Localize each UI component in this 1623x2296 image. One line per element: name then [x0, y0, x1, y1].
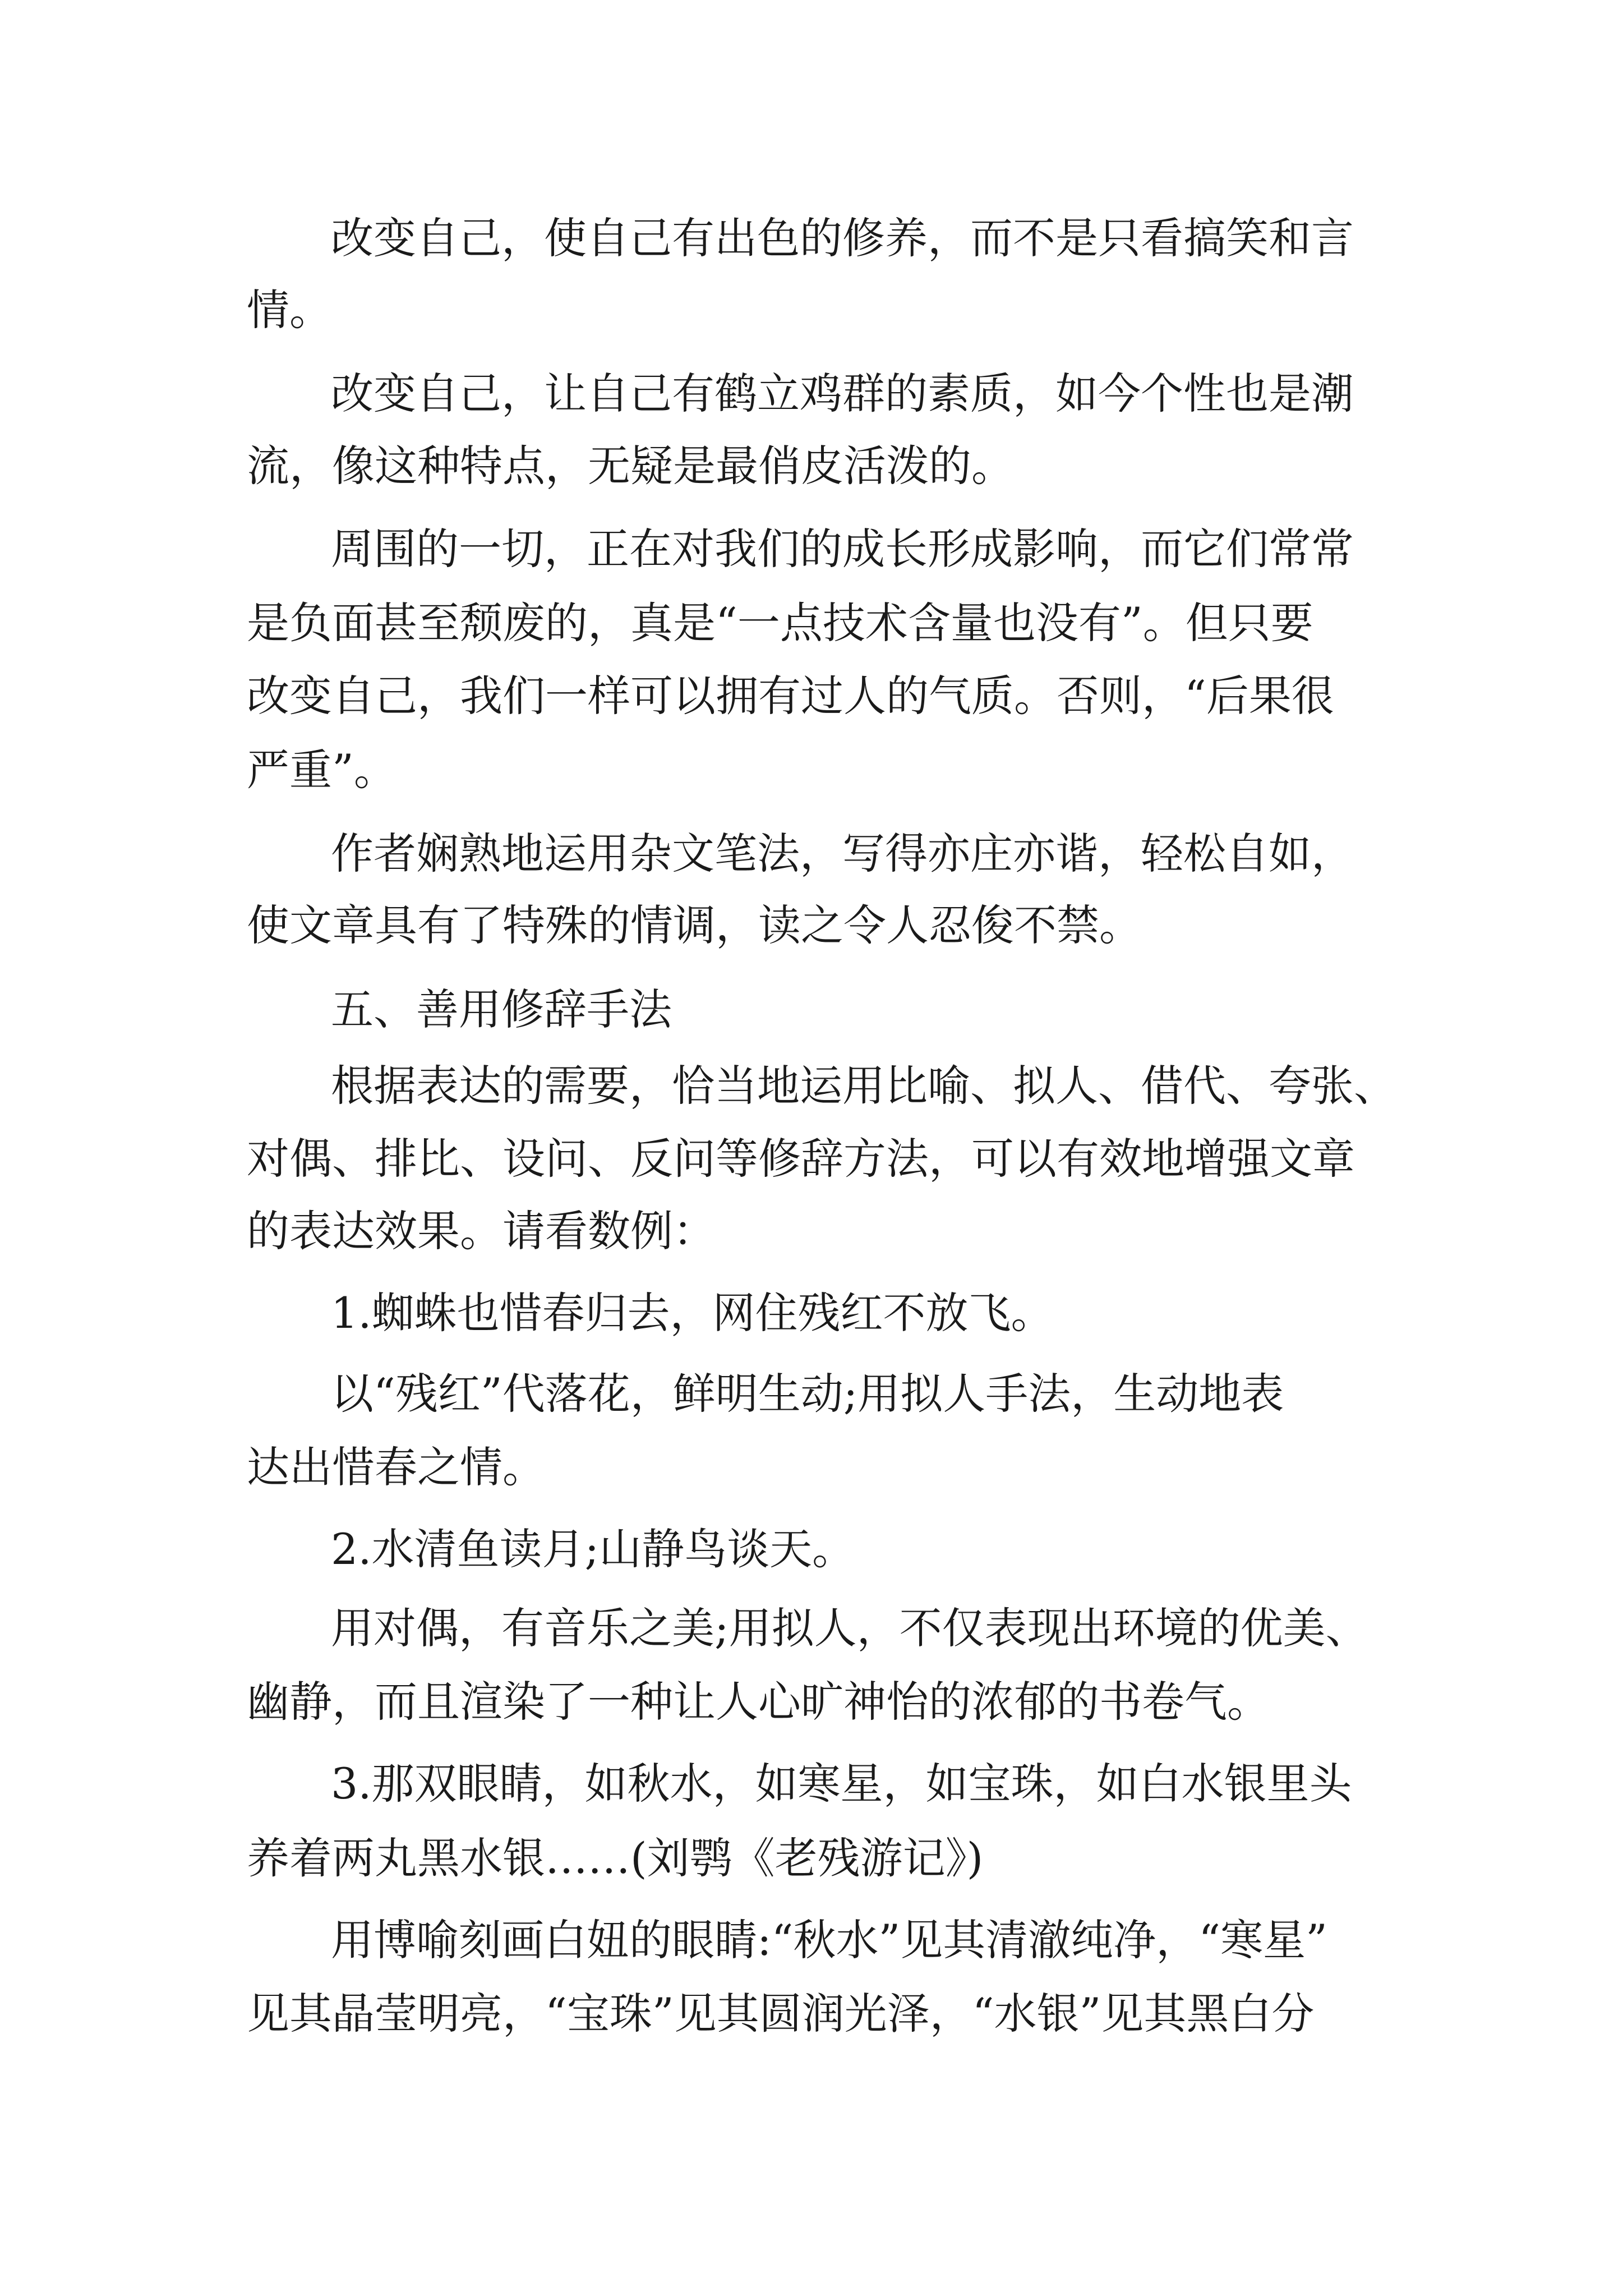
paragraph-line: 见其晶莹明亮，“宝珠”见其圆润光泽，“水银”见其黑白分	[247, 1989, 1315, 2039]
example-line: 2.水清鱼读月;山静鸟谈天。	[331, 1524, 855, 1574]
paragraph-line: 流，像这种特点，无疑是最俏皮活泼的。	[247, 441, 1014, 491]
paragraph-line: 用对偶，有音乐之美;用拟人，不仅表现出环境的优美、	[331, 1603, 1368, 1653]
paragraph-line: 达出惜春之情。	[247, 1442, 545, 1492]
paragraph-line: 改变自己，使自己有出色的修养，而不是只看搞笑和言	[331, 213, 1354, 263]
paragraph-line: 的表达效果。请看数例：	[247, 1206, 716, 1256]
paragraph-line: 使文章具有了特殊的情调，读之令人忍俊不禁。	[247, 900, 1142, 950]
example-line: 1.蜘蛛也惜春归去，网住残红不放飞。	[331, 1288, 1054, 1338]
paragraph-line: 是负面甚至颓废的，真是“一点技术含量也没有”。但只要	[247, 598, 1313, 648]
paragraph-line: 对偶、排比、设问、反问等修辞方法，可以有效地增强文章	[247, 1134, 1355, 1184]
paragraph-line: 作者娴熟地运用杂文笔法，写得亦庄亦谐，轻松自如，	[331, 829, 1354, 878]
paragraph-line: 情。	[247, 285, 332, 335]
paragraph-line: 用博喻刻画白妞的眼睛:“秋水”见其清澈纯净，“寒星”	[331, 1915, 1328, 1965]
example-line: 养着两丸黑水银……(刘鹗《老残游记》)	[247, 1833, 984, 1883]
paragraph-line: 改变自己，我们一样可以拥有过人的气质。否则，“后果很	[247, 671, 1334, 721]
paragraph-line: 改变自己，让自己有鹤立鸡群的素质，如今个性也是潮	[331, 369, 1354, 418]
paragraph-line: 幽静，而且渲染了一种让人心旷神怡的浓郁的书卷气。	[247, 1677, 1270, 1727]
section-heading: 五、善用修辞手法	[331, 984, 672, 1034]
paragraph-line: 严重”。	[247, 745, 396, 795]
paragraph-line: 根据表达的需要，恰当地运用比喻、拟人、借代、夸张、	[331, 1061, 1396, 1111]
paragraph-line: 周围的一切，正在对我们的成长形成影响，而它们常常	[331, 524, 1354, 574]
paragraph-line: 以“残红”代落花，鲜明生动;用拟人手法，生动地表	[331, 1369, 1284, 1419]
example-line: 3.那双眼睛，如秋水，如寒星，如宝珠，如白水银里头	[331, 1759, 1352, 1809]
